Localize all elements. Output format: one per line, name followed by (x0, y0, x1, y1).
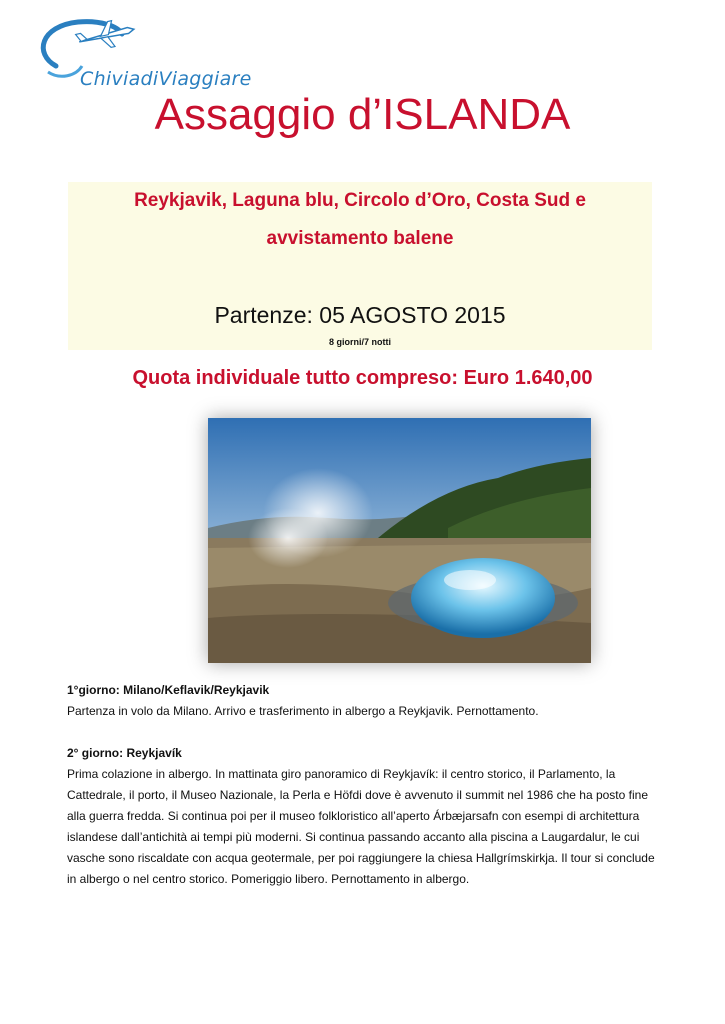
trip-duration: 8 giorni/7 notti (329, 337, 391, 347)
geyser-photo (208, 418, 591, 663)
itinerary-line-2: avvistamento balene (266, 228, 454, 249)
day-1-text: Partenza in volo da Milano. Arrivo e trasferimento in albergo a Reykjavik. Pernottamento. (67, 704, 539, 718)
departure-date: Partenze: 05 AGOSTO 2015 (214, 302, 506, 328)
day-2-text: Prima colazione in albergo. In mattinata giro panoramico di Reykjavík: il centro storico, il Parlamento, la Cattedrale, il porto, il Museo Nazionale, la Perla e Höfdi dove è avvenuto il summit nel 1986 che ha posto fine alla guerra fredda. Si continua poi per il museo folkloristico all’aperto Árbæjarsafn con esempi di architettura islandese dall’antichità ai tempi più moderni. Si continua passando accanto alla piscina a Laugardalur, le cui vasche sono riscaldate con acqua geotermale, per poi raggiungere la chiesa Hallgrímskirkja. Il tour si conclude in albergo o nel centro storico. Pomeriggio libero. Pernottamento in albergo. (67, 767, 655, 886)
company-logo (30, 14, 250, 94)
day-1-title: 1°giorno: Milano/Keflavik/Reykjavik (67, 683, 270, 697)
page-title: Assaggio d’ISLANDA (154, 90, 571, 139)
spacer (67, 722, 662, 743)
price-line: Quota individuale tutto compreso: Euro 1.640,00 (132, 367, 593, 389)
logo-text: ChiviadiViaggiare (80, 68, 252, 90)
itinerary-line-1: Reykjavik, Laguna blu, Circolo d’Oro, Costa Sud e (134, 190, 586, 211)
day-2-title: 2° giorno: Reykjavík (67, 746, 182, 760)
trip-summary-box (68, 182, 652, 350)
itinerary-content (67, 680, 662, 890)
